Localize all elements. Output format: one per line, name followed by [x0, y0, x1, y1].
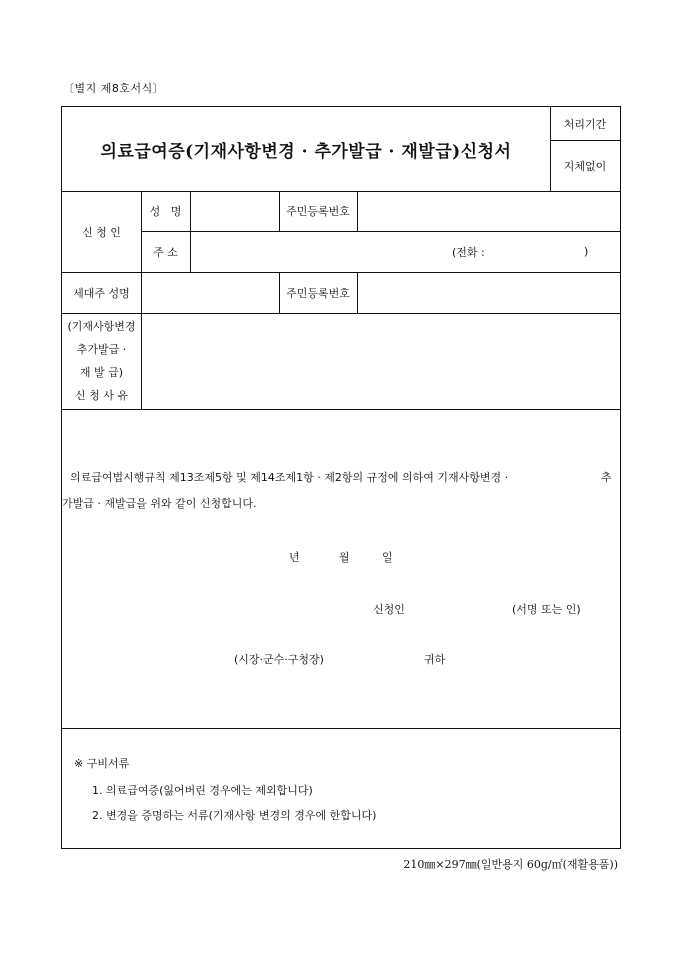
applicant-label: 신 청 인 [82, 225, 121, 239]
applicant-rrn-field[interactable] [358, 192, 619, 230]
applicant-address-field[interactable] [191, 232, 451, 271]
reason-label-line: 재 발 급) [79, 366, 124, 379]
application-form [61, 106, 621, 849]
signature-label: (서명 또는 인) [512, 603, 581, 616]
divider [62, 409, 620, 410]
date-year: 년 [289, 551, 300, 564]
household-head-label: 세대주 성명 [73, 286, 130, 300]
reason-label-line: 신 청 사 유 [75, 389, 128, 402]
applicant-name-field[interactable] [191, 192, 278, 230]
address-label: 주 소 [153, 245, 178, 259]
processing-period-label: 처리기간 [563, 117, 607, 131]
reason-field[interactable] [142, 314, 619, 408]
divider [62, 728, 620, 729]
form-title: 의료급여증(기재사항변경 · 추가발급 · 재발급)신청서 [100, 141, 512, 162]
household-head-name-field[interactable] [142, 273, 278, 312]
applicant-sign-label: 신청인 [373, 603, 405, 616]
statement-line-2: 가발급 · 재발급을 위와 같이 신청합니다. [62, 497, 257, 510]
required-documents-header: ※ 구비서류 [74, 757, 130, 770]
rrn-label: 주민등록번호 [286, 205, 350, 218]
paper-spec: 210㎜×297㎜(일반용지 60g/㎡(재활용품)) [403, 858, 618, 871]
household-rrn-field[interactable] [358, 273, 619, 312]
statement-line-1-tail: 추 [601, 471, 612, 484]
date-month: 월 [339, 551, 350, 564]
household-rrn-label: 주민등록번호 [286, 286, 350, 300]
applicant-phone-field[interactable] [512, 232, 582, 271]
addressee: (시장·군수·구청장) [234, 653, 324, 666]
required-document-item: 2. 변경을 증명하는 서류(기재사항 변경의 경우에 한합니다) [92, 809, 377, 822]
date-day: 일 [382, 551, 393, 564]
form-number: 〔별지 제8호서식〕 [63, 82, 165, 95]
required-document-item: 1. 의료급여증(잃어버린 경우에는 제외합니다) [92, 784, 313, 797]
reason-label-line: 추가발급 · [76, 343, 127, 356]
phone-close: ) [584, 245, 589, 258]
reason-label [62, 313, 141, 411]
name-label: 성 명 [149, 205, 182, 218]
phone-label: (전화 : [452, 245, 485, 259]
statement-line-1: 의료급여법시행규칙 제13조제5항 및 제14조제1항 · 제2항의 규정에 의하여 기재사항변경 · [70, 471, 509, 484]
processing-period-value: 지체없이 [563, 159, 607, 173]
honorific: 귀하 [424, 653, 446, 666]
reason-label-line: (기재사항변경 [67, 320, 136, 333]
